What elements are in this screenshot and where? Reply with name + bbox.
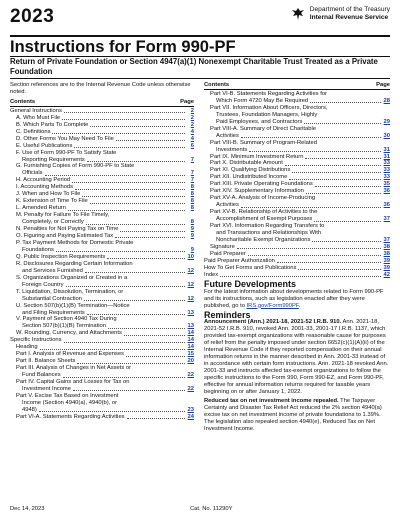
toc-page-link[interactable]: 6	[190, 142, 194, 149]
toc-row[interactable]	[10, 233, 194, 240]
toc-label: Part XI. Qualifying Distributions	[210, 167, 291, 174]
toc-label: Part IX. Minimum Investment Return	[210, 153, 304, 160]
toc-row[interactable]	[10, 358, 194, 365]
toc-label: Part X. Distributable Amount	[210, 160, 283, 167]
toc-page-link[interactable]: 2	[190, 114, 194, 121]
toc-page-link[interactable]: 29	[383, 118, 390, 125]
toc-page-link[interactable]: 30	[383, 132, 390, 139]
toc-page-link[interactable]: 37	[383, 236, 390, 243]
toc-page-link[interactable]: 8	[190, 205, 194, 212]
toc-row[interactable]	[204, 216, 390, 223]
toc-page-link[interactable]: 12	[187, 267, 194, 274]
contents-label: Contents	[10, 98, 36, 105]
toc-label-line: Income (Section 4940(a), 4940(b), or	[22, 399, 118, 406]
toc-row[interactable]	[204, 202, 390, 209]
right-column	[204, 82, 390, 435]
toc-page-link[interactable]: 9	[190, 226, 194, 233]
toc-page-link[interactable]: 24	[187, 413, 194, 420]
toc-label: Substantial Contraction	[22, 295, 82, 302]
toc-page-link[interactable]: 28	[383, 97, 390, 104]
toc-row[interactable]	[204, 174, 390, 181]
toc-label: Accomplishment of Exempt Purposes	[216, 216, 313, 223]
toc-label-line: G. Furnishing Copies of Form 990-PF to State	[16, 163, 135, 170]
toc-page-link[interactable]: 7	[190, 177, 194, 184]
agency-irs: Internal Revenue Service	[309, 14, 389, 21]
toc-label: and Services Furnished	[22, 267, 83, 274]
agency-department: Department of the Treasury	[309, 6, 390, 13]
toc-label-line: Part VI-B. Statements Regarding Activities for	[210, 90, 327, 97]
toc-row[interactable]	[10, 407, 194, 414]
contents-header	[10, 99, 194, 107]
toc-label: Fund Balances	[22, 372, 61, 379]
toc-row[interactable]	[204, 237, 390, 244]
toc-row[interactable]	[10, 372, 194, 379]
toc-row[interactable]	[204, 258, 390, 265]
future-developments-heading: Future Developments	[204, 278, 297, 289]
toc-label: Part XII. Undistributed Income	[210, 174, 288, 181]
toc-row[interactable]	[10, 323, 194, 330]
toc-page-link[interactable]: 31	[383, 146, 390, 153]
toc-page-link[interactable]: 31	[383, 153, 390, 160]
toc-row[interactable]	[10, 157, 194, 164]
toc-label: Specific Instructions	[10, 337, 62, 344]
toc-page-link[interactable]: 36	[383, 188, 390, 195]
toc-page-link[interactable]: 7	[190, 170, 194, 177]
toc-page-link[interactable]: 4	[190, 128, 194, 135]
toc-label: I. Accounting Methods	[16, 184, 74, 191]
form-year: 2023	[10, 6, 55, 27]
toc-label: O. Figuring and Paying Estimated Tax	[16, 233, 114, 240]
toc-row[interactable]	[204, 119, 390, 126]
toc-row[interactable]	[204, 133, 390, 140]
toc-label: Part I. Analysis of Revenue and Expenses	[16, 351, 124, 358]
toc-label-line: Part III. Analysis of Changes in Net Assets or	[16, 365, 132, 372]
toc-label: Q. Public Inspection Requirements	[16, 253, 106, 260]
toc-row[interactable]	[10, 282, 194, 289]
toc-row[interactable]	[204, 167, 390, 174]
toc-label: General Instructions	[10, 107, 62, 114]
toc-label: Activities	[216, 202, 239, 209]
toc-page-link[interactable]: 35	[383, 181, 390, 188]
reminder-paragraph: Announcement (Ann.) 2021-18, 2021-52 I.R.B. 910. Ann. 2021-18, 2021-52 I.R.B. 910, revoked Ann. 2001-33, 2001-17 I.R.B. 1137, which provided tax-exempt organizations with reasonable cause for purposes of relief from the penalty imposed under section 6652(c)(1)(A)(ii) of the Internal Revenue Code if they reported compensation on their annual information returns in the manner described in Ann. 2001-33 instead of in accordance with certain form instructions. Ann. 2021-18 revoked Ann. 2001-33 and instructs affected tax-exempt organizations to follow the specific instructions to the Form 990, Form 990-EZ, and Form 990-PF, effective for annual information returns required for taxable years beginning on or after January 1, 2022.	[204, 319, 389, 395]
toc-label-line: Part VIII-B. Summary of Program-Related	[210, 139, 317, 146]
toc-row[interactable]	[10, 254, 194, 261]
toc-label: C. Definitions	[16, 128, 51, 135]
toc-label-line: and Transactions and Relationships With	[216, 230, 322, 237]
toc-row[interactable]	[204, 160, 390, 167]
toc-page-link[interactable]: 22	[187, 372, 194, 379]
toc-page-link[interactable]: 20	[187, 358, 194, 365]
toc-row[interactable]	[10, 205, 194, 212]
contents-header	[204, 82, 390, 90]
toc-page-link[interactable]: 33	[383, 160, 390, 167]
toc-label: W. Rounding, Currency, and Attachments	[16, 330, 122, 337]
toc-label-line: Part VIII-A. Summary of Direct Charitable	[210, 125, 316, 132]
page-title: Instructions for Form 990-PF	[10, 38, 236, 56]
toc-label: Reporting Requirements	[22, 156, 85, 163]
toc-row[interactable]	[10, 191, 194, 198]
toc-row[interactable]	[10, 184, 194, 191]
toc-label: Foundations	[22, 246, 54, 253]
toc-page-link[interactable]: 8	[190, 191, 194, 198]
toc-row[interactable]	[10, 122, 194, 129]
toc-label-line: Part IV. Capital Gains and Losses for Tax on	[16, 379, 130, 386]
toc-page-link[interactable]: 39	[383, 264, 390, 271]
toc-label: Index	[204, 271, 219, 278]
toc-page-link[interactable]: 38	[383, 243, 390, 250]
toc-page-link[interactable]: 42	[383, 271, 390, 278]
toc-label: Part II. Balance Sheets	[16, 358, 76, 365]
toc-label: Which Form 4720 May Be Required	[216, 97, 309, 104]
toc-label: B. Which Parts To Complete	[16, 121, 89, 128]
toc-label: Paid Preparer Authorization	[204, 257, 275, 264]
toc-row[interactable]	[10, 337, 194, 344]
reminder-paragraph: Reduced tax on net investment income repealed. The Taxpayer Certainty and Disaster Tax Relief Act reduced the 2% section 4940(a) excise tax on net investment income of private foundations to 1.39%. The legislation also repealed section 4940(e), Reduced Tax on Net Investment Income.	[204, 397, 382, 432]
toc-page-link[interactable]: 22	[187, 385, 194, 392]
footer-date: Dec 14, 2023	[10, 506, 45, 512]
toc-label: Part XIV. Supplementary Information	[210, 188, 304, 195]
toc-page-link[interactable]: 39	[383, 257, 390, 264]
toc-row[interactable]	[204, 188, 390, 195]
toc-row[interactable]	[204, 251, 390, 258]
section-reference-note: Section references are to the Internal Revenue Code unless otherwise noted.	[10, 82, 191, 95]
toc-label: How To Get Forms and Publications	[204, 264, 297, 271]
toc-label: Part XIII. Private Operating Foundations	[210, 181, 313, 188]
toc-page-link[interactable]: 9	[190, 233, 194, 240]
toc-row[interactable]	[10, 344, 194, 351]
toc-row[interactable]	[10, 219, 194, 226]
toc-row[interactable]	[10, 198, 194, 205]
toc-page-link[interactable]: 8	[190, 184, 194, 191]
contents-label: Contents	[204, 82, 230, 88]
toc-page-link[interactable]: 12	[187, 295, 194, 302]
toc-page-link[interactable]: 14	[187, 337, 194, 344]
toc-page-link[interactable]: 36	[383, 202, 390, 209]
toc-label: Paid Preparer	[210, 250, 246, 257]
toc-page-link[interactable]: 4	[190, 135, 194, 142]
toc-row[interactable]	[10, 386, 194, 393]
page-subtitle: Return of Private Foundation or Section 4947(a)(1) Nonexempt Charitable Trust Treated as a Private Foundation	[10, 57, 378, 76]
toc-label: J. When and How To File	[16, 191, 81, 198]
toc-row[interactable]	[10, 268, 194, 275]
footer-cat-number: Cat. No. 11290Y	[190, 506, 233, 512]
toc-label-line: U. Section 507(b)(1)(B) Termination—Notice	[16, 302, 130, 309]
toc-row[interactable]	[10, 129, 194, 136]
toc-row[interactable]	[10, 143, 194, 150]
toc-label-line: Part XVI. Information Regarding Transfers to	[210, 223, 325, 230]
toc-label: Foreign Country	[22, 281, 64, 288]
toc-row[interactable]	[10, 115, 194, 122]
toc-page-link[interactable]: 13	[187, 309, 194, 316]
toc-page-link[interactable]: 10	[187, 253, 194, 260]
toc-page-link[interactable]: 38	[383, 250, 390, 257]
toc-row[interactable]	[204, 244, 390, 251]
toc-page-link[interactable]: 37	[383, 216, 390, 223]
toc-row[interactable]	[10, 310, 194, 317]
subtitle-rule	[10, 78, 390, 79]
toc-row[interactable]	[10, 136, 194, 143]
toc-page-link[interactable]: 33	[383, 174, 390, 181]
toc-row[interactable]	[10, 108, 194, 115]
toc-row[interactable]	[10, 170, 194, 177]
toc-page-link[interactable]: 7	[190, 156, 194, 163]
irs-form-link[interactable]: IRS.gov/Form990PF	[246, 302, 299, 309]
toc-label: Noncharitable Exempt Organizations	[216, 236, 311, 243]
toc-label: Signature	[210, 243, 235, 250]
toc-row[interactable]	[204, 265, 390, 272]
toc-page-link[interactable]: 2	[190, 121, 194, 128]
toc-page-link[interactable]: 13	[187, 323, 194, 330]
toc-page-link[interactable]: 14	[187, 344, 194, 351]
toc-page-link[interactable]: 9	[190, 246, 194, 253]
toc-row[interactable]	[10, 296, 194, 303]
future-developments-text: For the latest information about developments related to Form 990-PF and its instructions, such as legislation enacted after they were published, go to IRS.gov/Form990PF.	[204, 288, 384, 309]
header-rule	[10, 35, 390, 37]
toc-label: Investment Income	[22, 385, 71, 392]
toc-row[interactable]	[10, 351, 194, 358]
page-column-label: Page	[180, 98, 194, 105]
toc-label-line: S. Organizations Organized or Created in a	[16, 274, 128, 281]
toc-row[interactable]	[10, 330, 194, 337]
toc-label-line: P. Tax Payment Methods for Domestic Private	[16, 239, 134, 246]
toc-label-line: T. Liquidation, Dissolution, Termination, or	[16, 288, 124, 295]
toc-page-link[interactable]: 8	[190, 198, 194, 205]
toc-page-link[interactable]: 33	[383, 167, 390, 174]
agency-block	[290, 6, 390, 22]
toc-label-line: Part V. Excise Tax Based on Investment	[16, 392, 119, 399]
toc-label-line: V. Payment of Section 4940 Tax During	[16, 316, 117, 323]
toc-row[interactable]	[204, 147, 390, 154]
left-column	[10, 82, 194, 421]
toc-label-line: R. Disclosures Regarding Certain Information	[16, 260, 133, 267]
toc-label: Activities	[216, 132, 239, 139]
toc-label: and Filing Requirements	[22, 309, 85, 316]
toc-label-line: Trustees, Foundation Managers, Highly	[216, 111, 318, 118]
toc-label: Part VI-A. Statements Regarding Activities	[16, 413, 125, 420]
toc-label: L. Amended Return	[16, 205, 66, 212]
toc-row[interactable]	[204, 181, 390, 188]
toc-label: K. Extension of Time To File	[16, 198, 88, 205]
toc-row[interactable]	[10, 226, 194, 233]
toc-label: 4948)	[22, 406, 37, 413]
toc-label-line: Part XV-A. Analysis of Income-Producing	[210, 195, 316, 202]
toc-label: Investments	[216, 146, 248, 153]
toc-row[interactable]	[204, 98, 390, 105]
toc-page-link[interactable]: 2	[190, 107, 194, 114]
toc-row[interactable]	[10, 247, 194, 254]
toc-row[interactable]	[10, 414, 194, 421]
toc-label-line: Part XV-B. Relationship of Activities to the	[210, 209, 318, 216]
page-column-label: Page	[376, 82, 390, 88]
toc-label-line: M. Penalty for Failure To File Timely,	[16, 212, 110, 219]
toc-label: Officials	[22, 170, 43, 177]
toc-page-link[interactable]: 12	[187, 281, 194, 288]
toc-label: H. Accounting Period	[16, 177, 71, 184]
toc-page-link[interactable]: 23	[187, 406, 194, 413]
toc-label: A. Who Must File	[16, 114, 61, 121]
toc-label: N. Penalties for Not Paying Tax on Time	[16, 226, 119, 233]
toc-row[interactable]	[204, 154, 390, 161]
toc-row[interactable]	[10, 177, 194, 184]
toc-label-line: Part VII. Information About Officers, Directors,	[210, 104, 328, 111]
toc-label: Completely, or Correctly	[22, 219, 84, 226]
treasury-eagle-logo-icon	[290, 6, 306, 22]
toc-label-line: F. Use of Form 990-PF To Satisfy State	[16, 149, 117, 156]
toc-page-link[interactable]: 15	[187, 351, 194, 358]
toc-row[interactable]	[204, 272, 390, 279]
toc-label: D. Other Forms You May Need To File	[16, 135, 114, 142]
toc-label: Section 507(b)(1)(B) Termination	[22, 323, 106, 330]
toc-label: Paid Employees, and Contractors	[216, 118, 303, 125]
toc-label: E. Useful Publications	[16, 142, 73, 149]
reminders-heading: Reminders	[204, 309, 251, 320]
toc-label: Heading	[16, 344, 38, 351]
toc-page-link[interactable]: 14	[187, 330, 194, 337]
toc-page-link[interactable]: 8	[190, 219, 194, 226]
